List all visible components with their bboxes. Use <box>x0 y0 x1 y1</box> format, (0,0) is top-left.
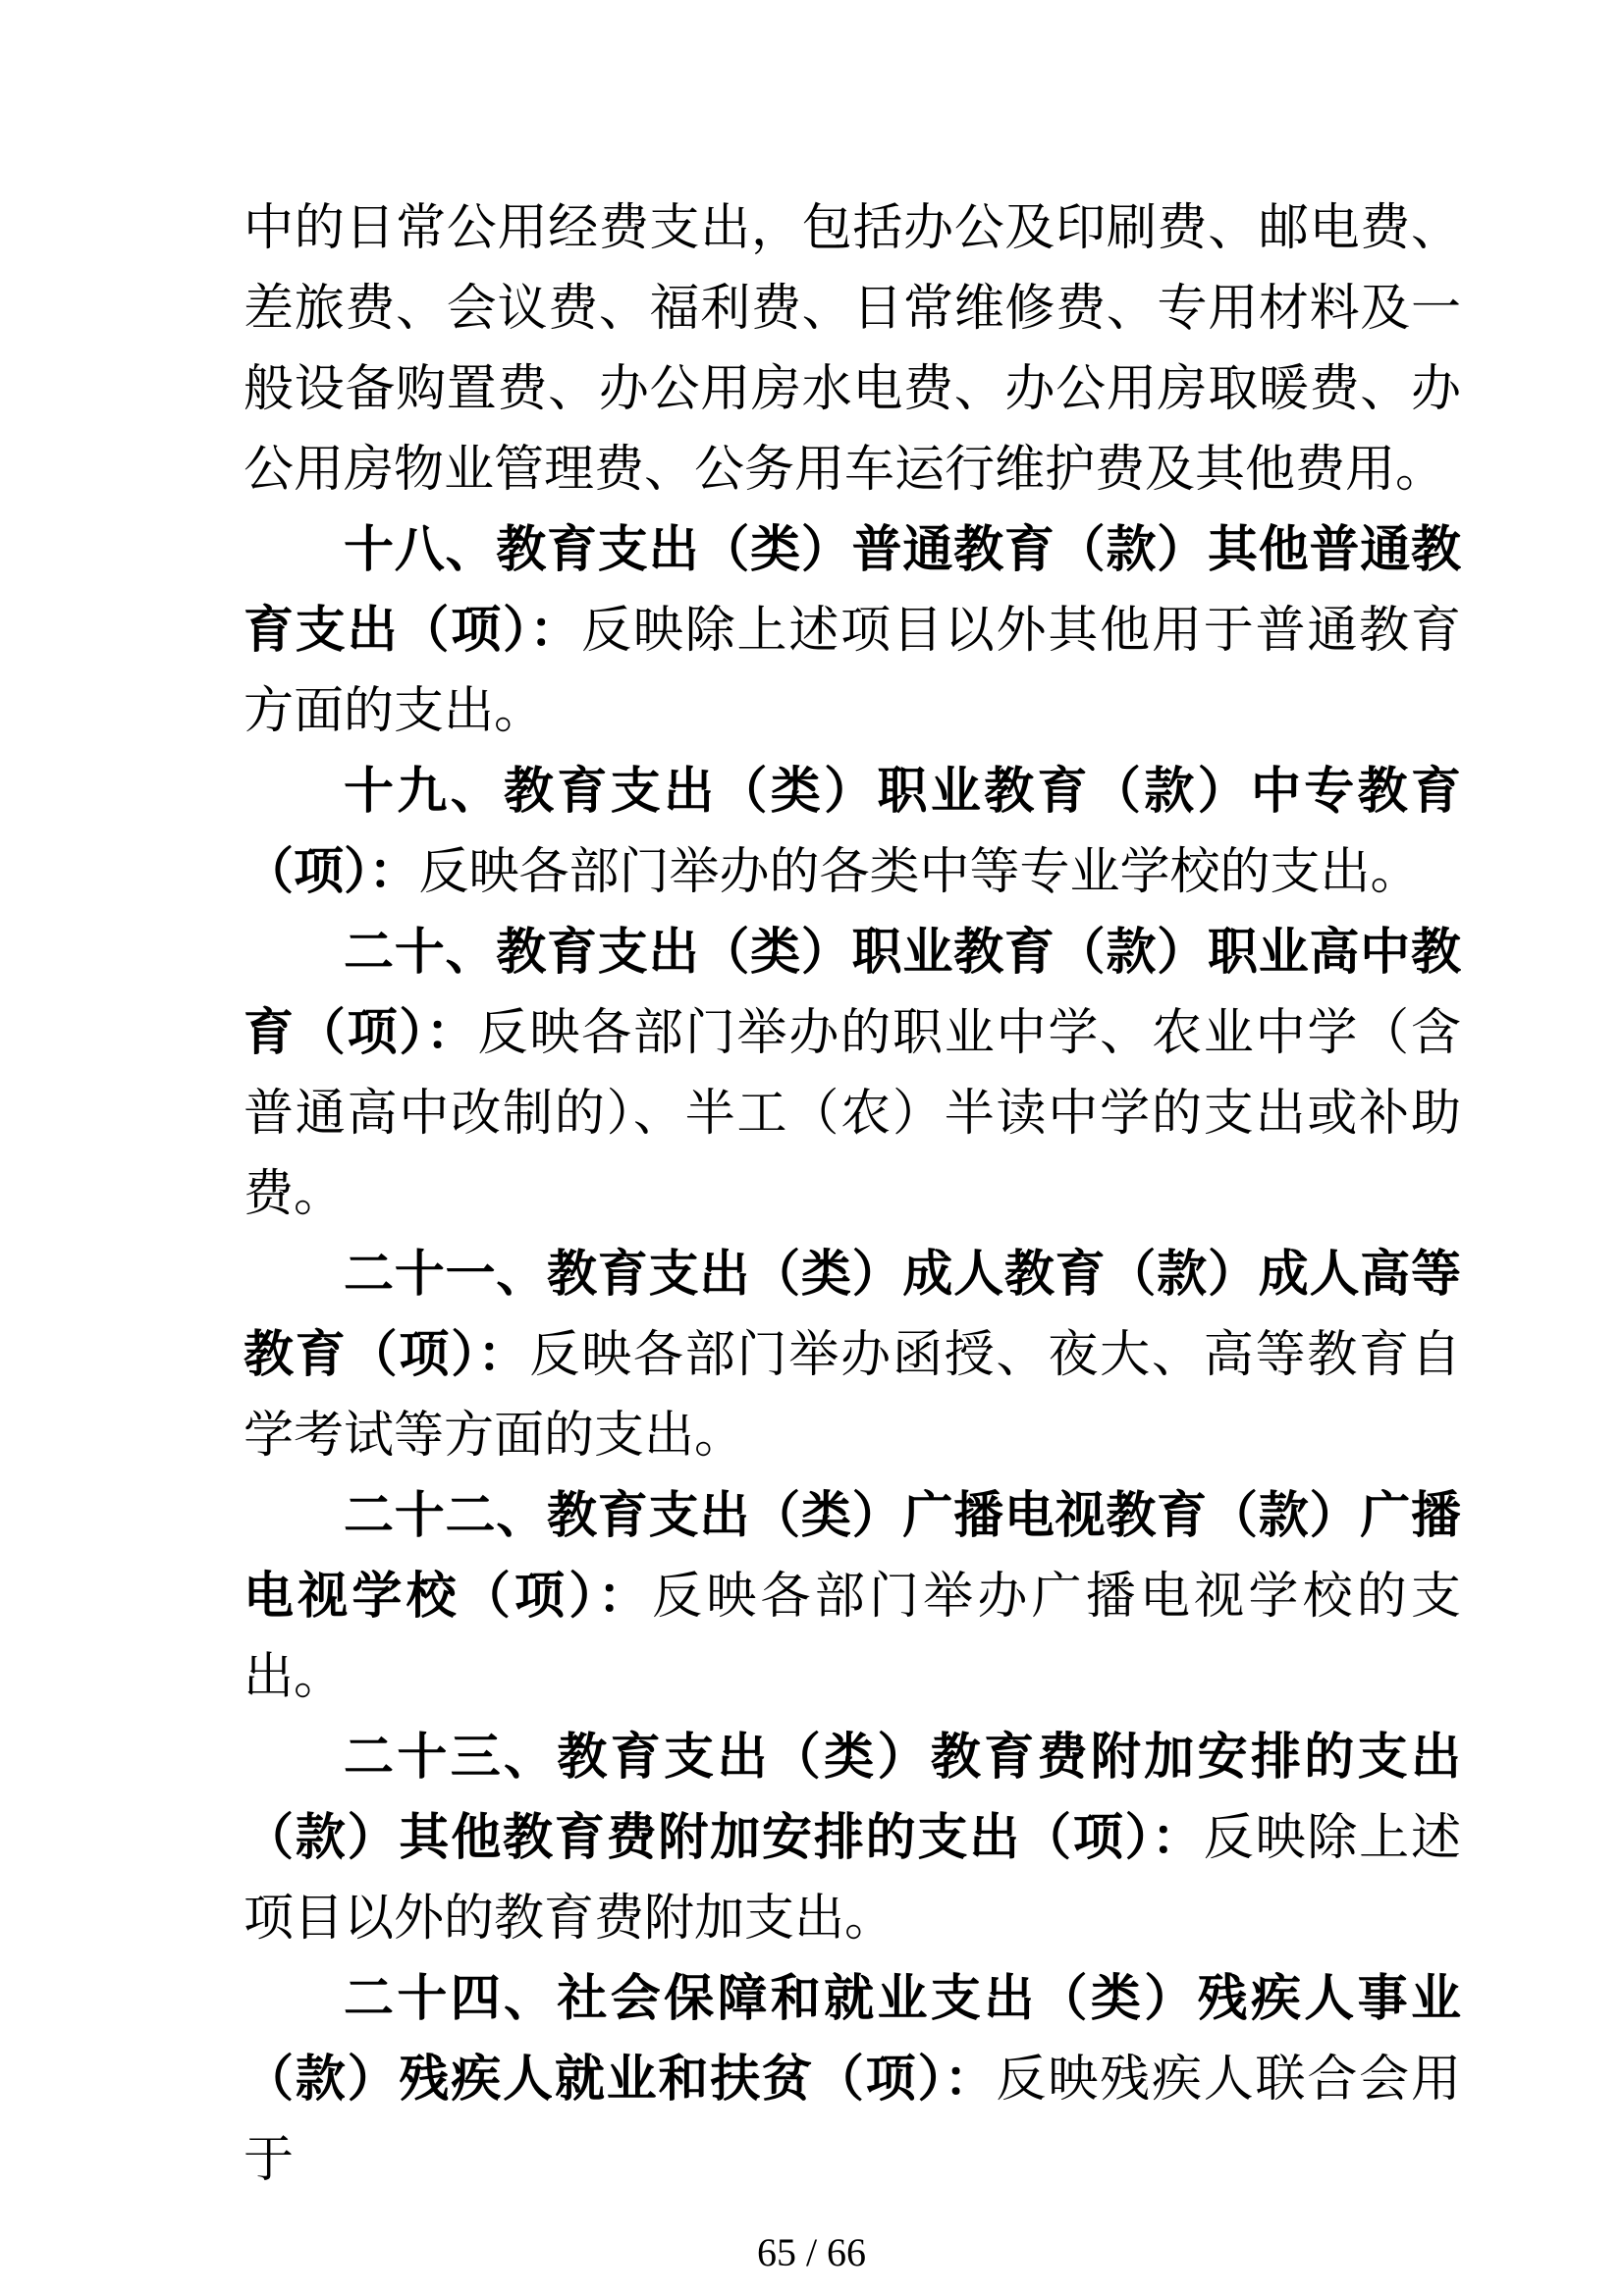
paragraph-clause-24 <box>243 1959 1461 2201</box>
paragraph-clause-19 <box>243 752 1461 913</box>
clause-heading: 十九、教育支出（类）职业教育（款）中专教育（项）： <box>243 765 1461 900</box>
clause-heading: 十八、教育支出（类）普通教育（款）其他普通教育支出（项）： <box>243 523 1461 659</box>
clause-heading: 二十一、教育支出（类）成人教育（款）成人高等教育（项）： <box>243 1248 1461 1383</box>
clause-text: 中的日常公用经费支出，包括办公及印刷费、邮电费、差旅费、会议费、福利费、日常维修费、专用材料及一般设备购置费、办公用房水电费、办公用房取暖费、办公用房物业管理费、公务用车运行维护费及其他费用。 <box>243 201 1461 498</box>
paragraph-clause-23 <box>243 1718 1461 1959</box>
clause-text: 反映除上述项目以外其他用于普通教育方面的支出。 <box>243 604 1461 739</box>
clause-heading: 二十四、社会保障和就业支出（类）残疾人事业（款）残疾人就业和扶贫（项）： <box>243 1972 1461 2108</box>
paragraph-clause-21 <box>243 1235 1461 1476</box>
clause-text: 反映各部门举办广播电视学校的支出。 <box>243 1570 1461 1705</box>
page-footer <box>0 2228 1623 2277</box>
paragraph-clause-22 <box>243 1476 1461 1718</box>
paragraph-clause-20 <box>243 913 1461 1235</box>
document-body <box>243 188 1461 2201</box>
clause-heading: 二十二、教育支出（类）广播电视教育（款）广播电视学校（项）： <box>243 1489 1461 1625</box>
clause-heading: 二十、教育支出（类）职业教育（款）职业高中教育（项）： <box>243 926 1461 1061</box>
clause-text: 反映各部门举办函授、夜大、高等教育自学考试等方面的支出。 <box>243 1328 1461 1464</box>
clause-heading: 二十三、教育支出（类）教育费附加安排的支出（款）其他教育费附加安排的支出（项）： <box>243 1731 1461 1866</box>
clause-text: 反映残疾人联合会用于 <box>243 2053 1461 2188</box>
clause-text: 反映各部门举办的职业中学、农业中学（含普通高中改制的）、半工（农）半读中学的支出或补助费。 <box>243 1006 1461 1222</box>
clause-text: 反映除上述项目以外的教育费附加支出。 <box>243 1811 1461 1947</box>
clause-text: 反映各部门举办的各类中等专业学校的支出。 <box>418 845 1421 900</box>
paragraph-clause-18 <box>243 510 1461 752</box>
paragraph-clause-17-continued <box>243 188 1461 510</box>
page-number: 65 / 66 <box>756 2230 867 2274</box>
